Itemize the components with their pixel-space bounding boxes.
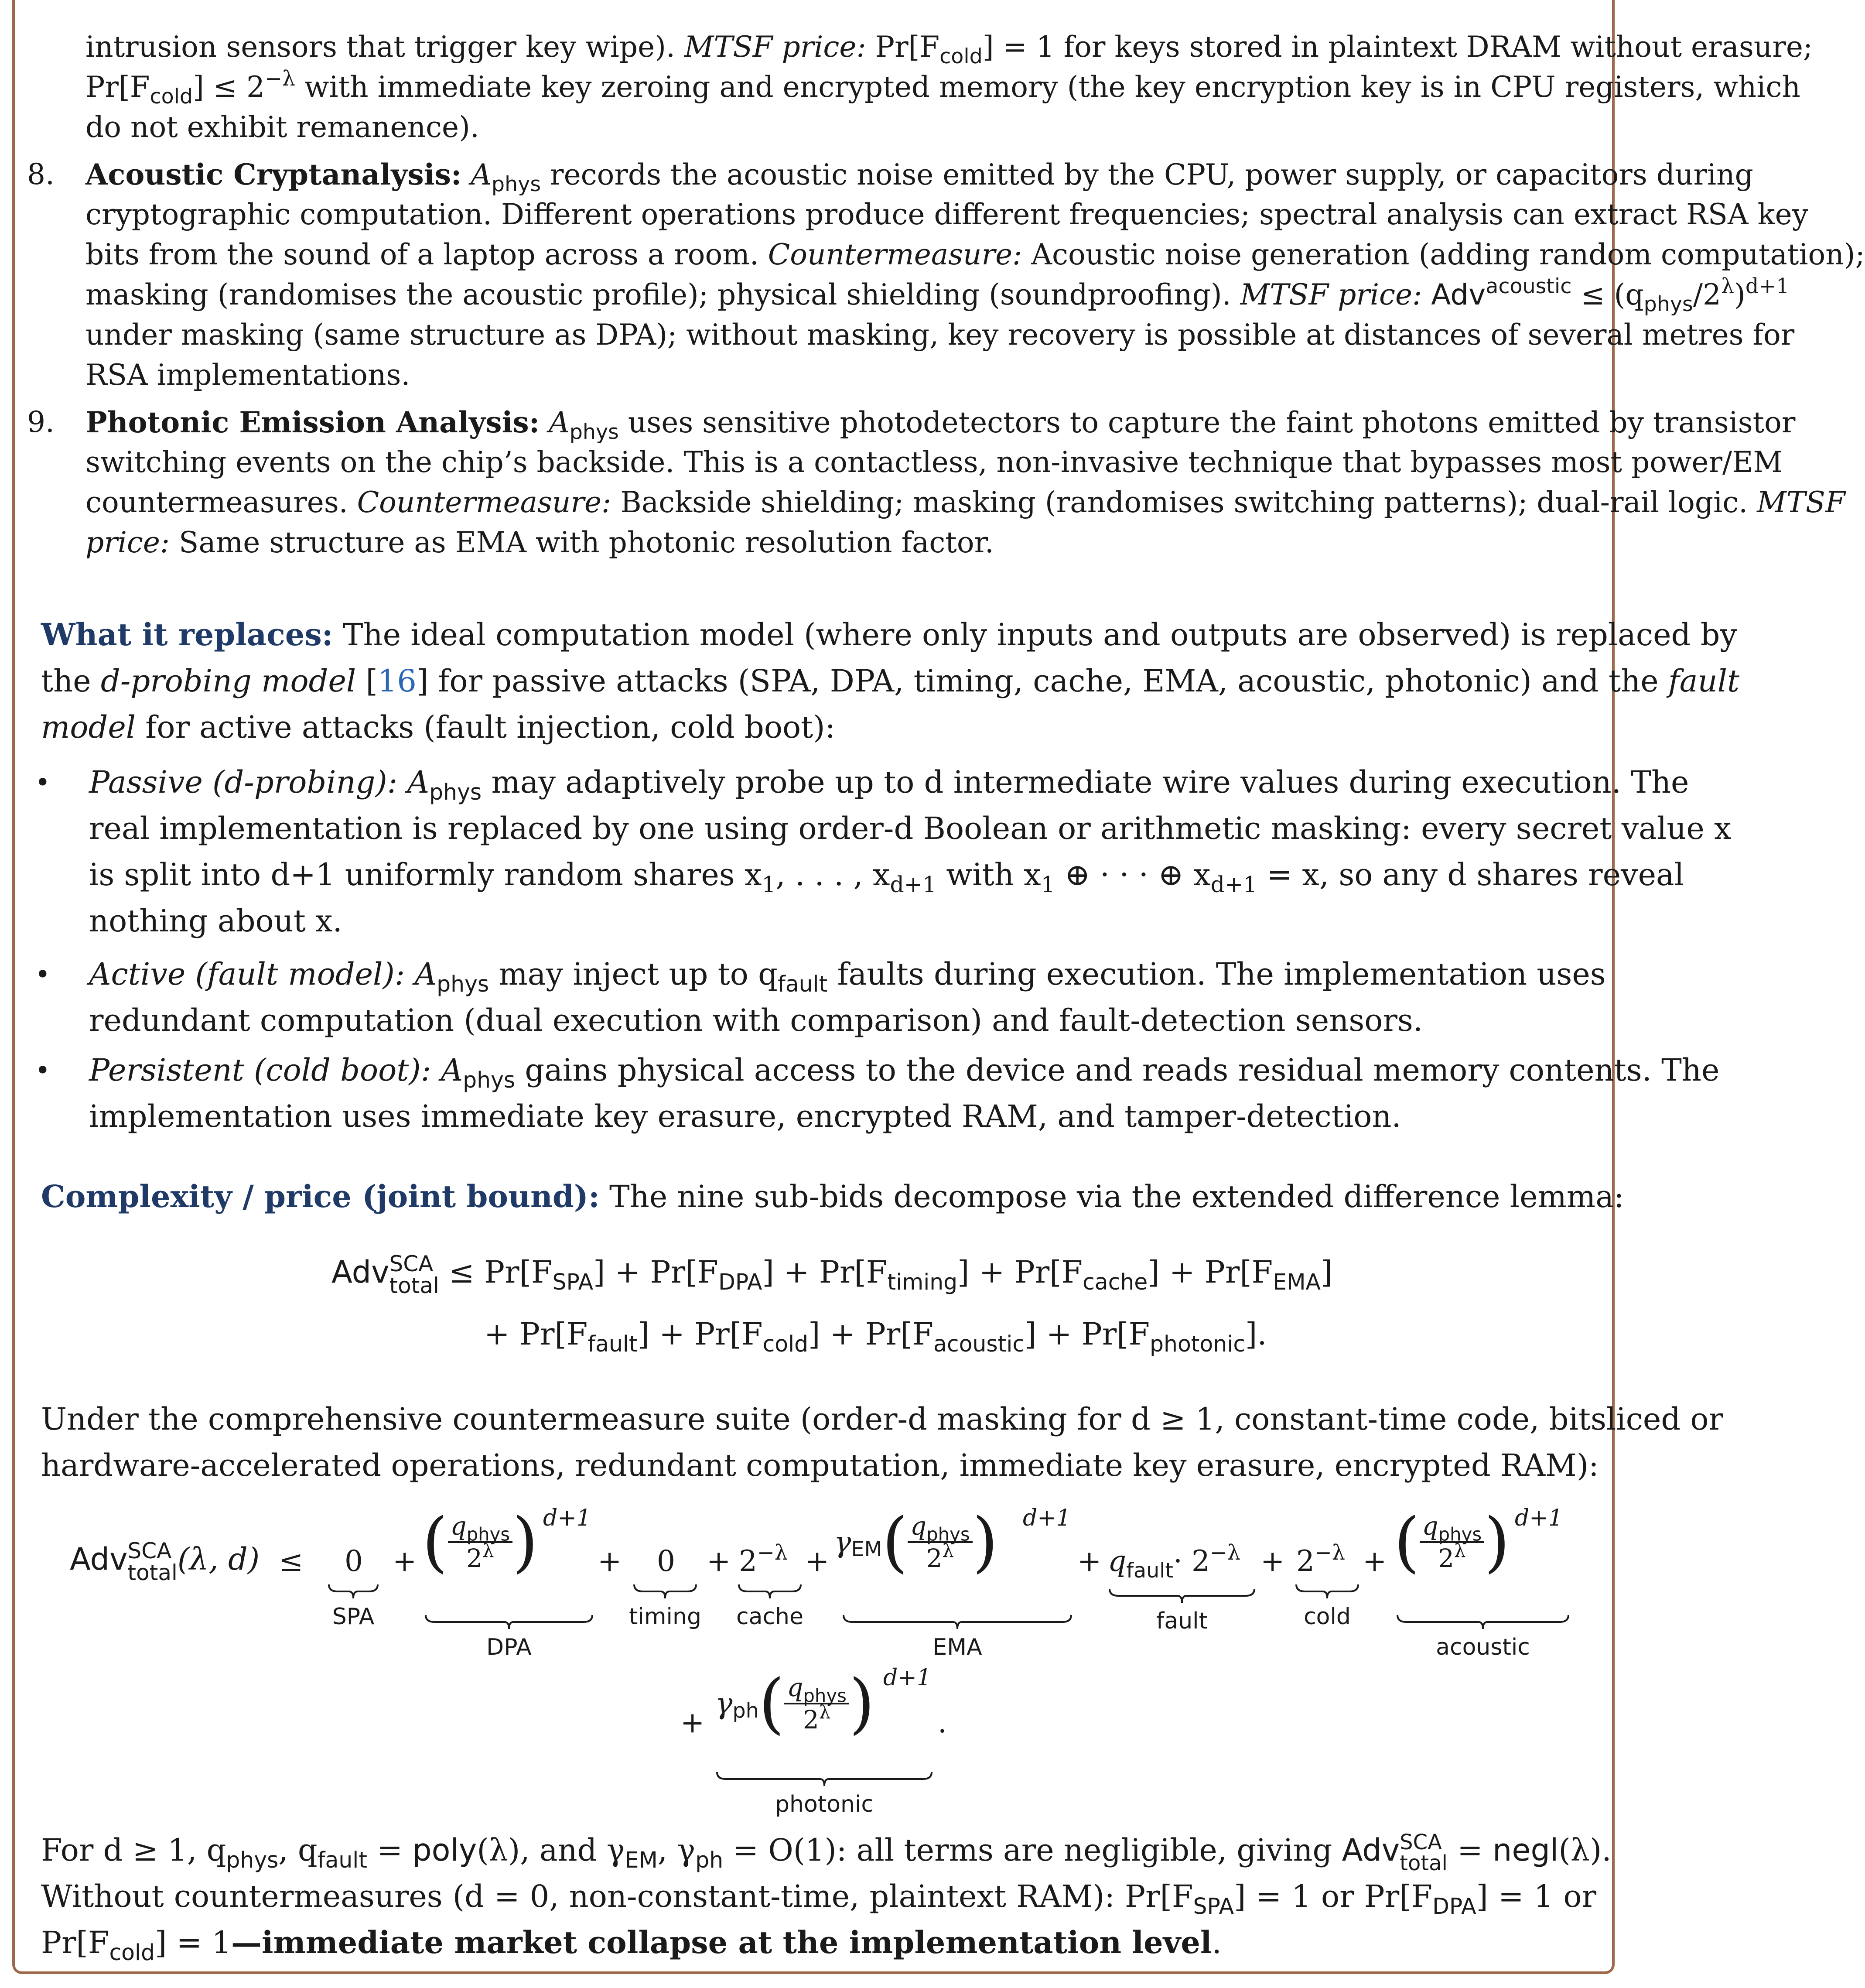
- bullet1-line1: Passive (d-probing): $A_{phys}$ may adaptively probe up to d intermediate wire values during execution. The: [89, 764, 1689, 805]
- eq2-label-cold: cold: [1304, 1604, 1351, 1630]
- eq2-timing-zero: 0: [657, 1544, 675, 1578]
- eq2-dpa-term: ( $\frac{q_{phys}}{2^\lambda}$ ): [422, 1504, 538, 1580]
- eq2-ema-brace: [842, 1614, 1073, 1630]
- bullet-marker: •: [35, 767, 51, 798]
- eq2-label-timing: timing: [629, 1604, 701, 1630]
- eq1-row2: + $Pr[F_{fault}] + Pr[F_{cold}] + Pr[F_{acoustic}] + Pr[F_{photonic}]$.: [484, 1316, 1267, 1357]
- citation-16[interactable]: 16: [377, 663, 417, 699]
- eq2-plus: +: [1077, 1544, 1102, 1578]
- eq1-term: + Pr[F: [969, 1254, 1083, 1290]
- eq2-cold-brace: [1295, 1584, 1360, 1599]
- eq2-cache-brace: [737, 1584, 803, 1599]
- eq2-spa-zero: 0: [345, 1544, 363, 1578]
- item7-line3: do not exhibit remanence).: [85, 110, 479, 144]
- replaces-line1: What it replaces: The ideal computation model (where only inputs and outputs are observed) is replaced by: [41, 616, 1737, 653]
- eq2-lhs: Adv SCA total (λ, d): [70, 1538, 260, 1585]
- complexity-line1: Complexity / price (joint bound): The nine sub-bids decompose via the extended difference lemma:: [41, 1178, 1624, 1215]
- item9-line3: countermeasures. Countermeasure: Backside shielding; masking (randomises switching patterns); dual-rail logic. MTSF: [85, 486, 1845, 519]
- bullet2-line2: redundant computation (dual execution with comparison) and fault-detection sensors.: [89, 1003, 1423, 1038]
- item9-line4: price: Same structure as EMA with photonic resolution factor.: [85, 526, 994, 559]
- bullet-marker: •: [35, 959, 51, 990]
- item7-line1: intrusion sensors that trigger key wipe). MTSF price: $Pr[F_{cold}] = 1$ for keys stored in plaintext DRAM without erasure;: [85, 30, 1813, 69]
- bullet2-line1: Active (fault model): $A_{phys}$ may inject up to $q_{fault}$ faults during execution. The implementation uses: [89, 956, 1606, 997]
- eq2-plus: +: [707, 1544, 731, 1578]
- eq1-term: + Pr[F: [820, 1316, 934, 1352]
- final-line1: For d ≥ 1, $q_{phys}$, $q_{fault}$ = poly(λ), and $\gamma_{EM}$, $\gamma_{ph} = O(1)$: all terms are negligible, giving Adv SCA total = negl(λ).: [41, 1830, 1612, 1875]
- eq2-ema-exp: d+1: [1023, 1505, 1071, 1531]
- item8-line4: masking (randomises the acoustic profile); physical shielding (soundproofing). MTSF price: $Adv^{acoustic} \le (q_{phys}/2^\lambda)^{d+1}$: [85, 274, 1790, 317]
- eq1-term: + Pr[F: [1159, 1254, 1273, 1290]
- eq2-fault-brace: [1108, 1588, 1256, 1604]
- eq1-term: ≤ Pr[F: [439, 1254, 553, 1290]
- item8-line1: Acoustic Cryptanalysis: $A_{phys}$ records the acoustic noise emitted by the CPU, power supply, or capacitors during: [85, 157, 1753, 197]
- item9-number: 9.: [27, 405, 55, 439]
- eq2-acoustic-brace: [1396, 1614, 1570, 1630]
- eq1-term: + Pr[F: [649, 1316, 763, 1352]
- eq2-dpa-brace: [424, 1614, 594, 1630]
- eq2-photonic-brace: [715, 1771, 933, 1787]
- eq1-term: + Pr[F: [484, 1316, 588, 1352]
- eq2-acoustic-term: ( $\frac{q_{phys}}{2^\lambda}$ ): [1394, 1504, 1510, 1580]
- item8-line6: RSA implementations.: [85, 358, 410, 392]
- item8-line3: bits from the sound of a laptop across a room. Countermeasure: Acoustic noise generation (adding random computation);: [85, 238, 1865, 271]
- eq2-cache-term: $2^{-\lambda}$: [739, 1540, 788, 1578]
- eq2-label-ema: EMA: [932, 1634, 982, 1660]
- under-line2: hardware-accelerated operations, redundant computation, immediate key erasure, encrypted RAM):: [41, 1447, 1599, 1483]
- eq1-term: + Pr[F: [605, 1254, 719, 1290]
- eq2-label-photonic: photonic: [775, 1791, 874, 1817]
- bullet1-line2: real implementation is replaced by one using order-d Boolean or arithmetic masking: every secret value x: [89, 811, 1732, 846]
- eq2-label-cache: cache: [736, 1604, 803, 1630]
- item9-line2: switching events on the chip’s backside. This is a contactless, non-invasive technique that bypasses most power/EM: [85, 445, 1783, 479]
- eq2-plus: +: [393, 1544, 417, 1578]
- bullet3-line2: implementation uses immediate key erasure, encrypted RAM, and tamper-detection.: [89, 1098, 1401, 1134]
- eq2-spa-brace: [327, 1584, 379, 1599]
- eq2-label-acoustic: acoustic: [1436, 1634, 1530, 1660]
- final-line2: Without countermeasures (d = 0, non-constant-time, plaintext RAM): $Pr[F_{SPA}] = 1$ or $Pr[F_{DPA}] = 1$ or: [41, 1879, 1596, 1920]
- item9-line1: Photonic Emission Analysis: $A_{phys}$ uses sensitive photodetectors to capture the faint photons emitted by transistor: [85, 405, 1796, 445]
- eq2-label-fault: fault: [1156, 1608, 1208, 1634]
- eq2-bound: [0, 1501, 1633, 1817]
- eq2-cold-term: $2^{-\lambda}$: [1296, 1540, 1345, 1578]
- eq2-label-spa: SPA: [332, 1604, 375, 1630]
- eq2-leq: ≤: [279, 1544, 304, 1578]
- replaces-line3: model for active attacks (fault injection, cold boot):: [41, 709, 836, 745]
- eq2-ema-term: $\gamma_{EM}$( $\frac{q_{phys}}{2^\lambda}$ ): [834, 1504, 998, 1580]
- eq2-plus: +: [1260, 1544, 1285, 1578]
- eq2-plus: +: [598, 1544, 622, 1578]
- eq2-fault-term: $q_{fault}\cdot 2^{-\lambda}$: [1108, 1540, 1240, 1583]
- eq2-photonic-exp: d+1: [883, 1665, 931, 1691]
- eq1-row1: Adv SCA total ≤ $Pr[F_{SPA}] + Pr[F_{DPA}] + Pr[F_{timing}] + Pr[F_{cache}] + Pr[F_{EMA}]$: [331, 1251, 1333, 1298]
- under-line1: Under the comprehensive countermeasure suite (order-d masking for d ≥ 1, constant-time code, bitsliced or: [41, 1401, 1724, 1437]
- item7-line2: $Pr[F_{cold}] \le 2^{-\lambda}$ with immediate key zeroing and encrypted memory (the key encryption key is in CPU registers, which: [85, 66, 1800, 109]
- bullet1-line3: is split into d+1 uniformly random shares $x_1$, . . . , $x_{d+1}$ with $x_1$ ⊕ · · · ⊕ $x_{d+1} = x$, so any d shares reveal: [89, 857, 1684, 898]
- item8-line5: under masking (same structure as DPA); without masking, key recovery is possible at distances of several metres for: [85, 318, 1795, 352]
- bullet1-line4: nothing about x.: [89, 903, 342, 939]
- eq2-acoustic-exp: d+1: [1515, 1505, 1563, 1531]
- eq2-label-dpa: DPA: [486, 1634, 532, 1660]
- eq2-plus: +: [1363, 1544, 1387, 1578]
- final-line3: $Pr[F_{cold}]$ = 1—immediate market collapse at the implementation level.: [41, 1924, 1222, 1966]
- eq2-plus: +: [805, 1544, 830, 1578]
- eq1-term: + Pr[F: [774, 1254, 888, 1290]
- eq2-plus: +: [680, 1706, 705, 1739]
- item8-line2: cryptographic computation. Different operations produce different frequencies; spectral analysis can extract RSA key: [85, 198, 1808, 231]
- replaces-line2: the d-probing model [16] for passive attacks (SPA, DPA, timing, cache, EMA, acoustic, photonic) and the fault: [41, 663, 1740, 699]
- eq2-photonic-term: $\gamma_{ph}$( $\frac{q_{phys}}{2^\lambda}$ ): [715, 1666, 875, 1742]
- eq2-period: .: [938, 1706, 947, 1739]
- eq1-term: + Pr[F: [1036, 1316, 1150, 1352]
- item8-number: 8.: [27, 157, 55, 191]
- bullet3-line1: Persistent (cold boot): $A_{phys}$ gains physical access to the device and reads residual memory contents. The: [89, 1052, 1720, 1093]
- eq2-dpa-exp: d+1: [543, 1505, 591, 1531]
- eq2-timing-brace: [632, 1584, 698, 1599]
- bullet-marker: •: [35, 1055, 51, 1086]
